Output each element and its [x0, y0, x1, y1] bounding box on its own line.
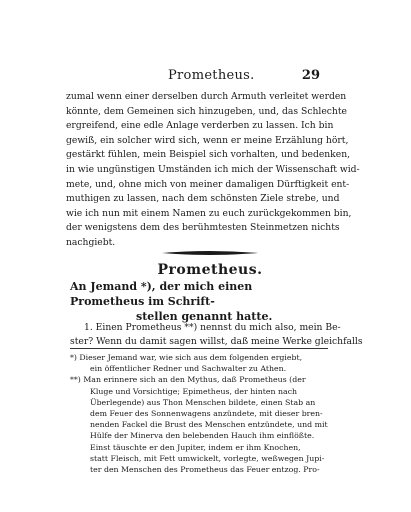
- body-line: gestärkt fühlen, mein Beispiel sich vorhalten, und bedenken,: [66, 149, 351, 161]
- body-line: zumal wenn einer derselben durch Armuth verleitet werden: [66, 91, 347, 102]
- poem-title: Prometheus.: [157, 262, 263, 278]
- poem-verse: [70, 321, 363, 349]
- footnote-line: Kluge und Vorsichtige; Epimetheus, der hinten nach: [90, 386, 298, 396]
- footnote-rule: [70, 348, 328, 349]
- footnote-line: dem Feuer des Sonnenwagens anzündete, mit dieser bren-: [90, 409, 323, 419]
- body-line: nachgiebt.: [66, 236, 116, 248]
- page-header: [168, 68, 320, 83]
- body-line: könnte, dem Gemeinen sich hinzugeben, und, das Schlechte: [66, 105, 347, 117]
- section-ornament: [160, 249, 260, 257]
- body-line: in wie ungünstigen Umständen ich mich der Wissenschaft wid-: [66, 163, 360, 175]
- running-title: Prometheus.: [168, 68, 255, 83]
- body-line: gewiß, ein solcher wird sich, wenn er meine Erzählung hört,: [66, 134, 349, 146]
- footnote-line: ter den Menschen des Prometheus das Feuer entzog. Pro-: [90, 465, 320, 475]
- subtitle-line: An Jemand *), der mich einen Prometheus im Schrift-: [70, 280, 253, 308]
- verse-line: 1. Einen Prometheus **) nennst du mich also, mein Be-: [84, 322, 341, 333]
- verse-line: ster? Wenn du damit sagen willst, daß meine Werke gleichfalls: [70, 336, 363, 347]
- poem-subtitle: [70, 279, 330, 324]
- footnote-line: Überlegende) aus Thon Menschen bildete, einen Stab an: [90, 397, 316, 407]
- footnote-line: statt Fleisch, mit Fett umwickelt, vorlegte, weßwegen Jupi-: [90, 453, 325, 463]
- footnote-line: Hülfe der Minerva den belebenden Hauch ihm einflößte.: [90, 431, 315, 441]
- body-line: muthigen zu lassen, nach dem schönsten Ziele strebe, und: [66, 193, 340, 205]
- body-line: wie ich nun mit einem Namen zu euch zurückgekommen bin,: [66, 207, 352, 219]
- footnote-line: ein öffentlicher Redner und Sachwalter zu Athen.: [90, 364, 287, 374]
- footnote-line: nenden Fackel die Brust des Menschen entzündete, und mit: [90, 420, 328, 430]
- body-line: mete, und, ohne mich von meiner damaligen Dürftigkeit ent-: [66, 178, 350, 190]
- footnote-line: Einst täuschte er den Jupiter, indem er ihm Knochen,: [90, 442, 301, 452]
- body-paragraph: [66, 90, 360, 251]
- body-line: ergreifend, eine edle Anlage verderben zu lassen. Ich bin: [66, 120, 334, 132]
- body-line: der wenigstens dem des berühmtesten Steinmetzen nichts: [66, 222, 340, 234]
- footnotes: [70, 352, 332, 475]
- footnote-line: *) Dieser Jemand war, wie sich aus dem folgenden ergiebt,: [70, 353, 303, 362]
- page-number: 29: [301, 68, 320, 83]
- footnote-line: **) Man erinnere sich an den Mythus, daß Prometheus (der: [70, 375, 306, 385]
- subtitle-line: stellen genannt hatte.: [136, 310, 273, 323]
